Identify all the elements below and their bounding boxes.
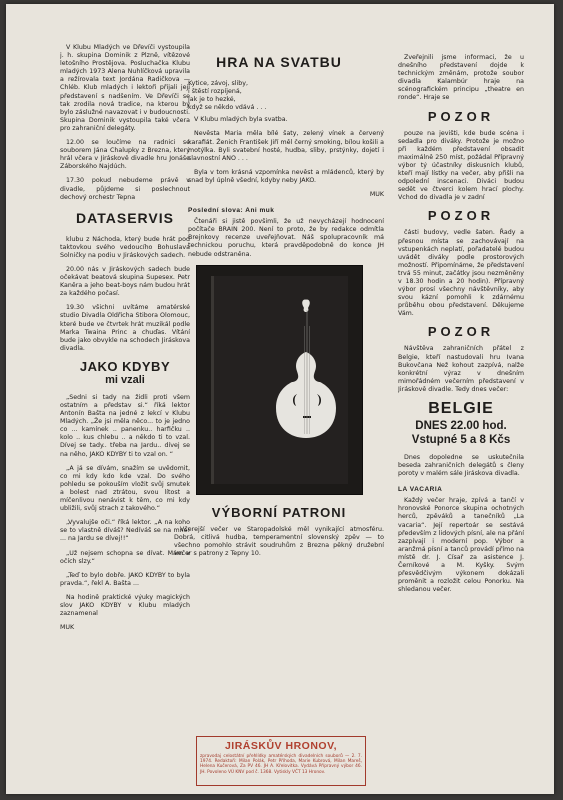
pozor-heading: POZOR [427, 324, 495, 340]
patroni-heading: VÝBORNÍ PATRONI [211, 504, 347, 520]
dataservis-paragraph: 19.30 všichni uvítáme amatérské studio Divadla Oldřicha Stibora Olomouc, které bude ve čtvrtek hrát muzikál podle Marka Twaina Princ a chuďas. Vítání bude jako obvykle na schodech Jiráskova divadla. [60, 304, 190, 352]
patroni-paragraph: Včerejší večer ve Staropadolské měl vynikající atmosféru. Dobrá, citlivá hudba, temperamentní slovenský zpěv — to všechno pomohlo strávit soudruhům z Brezna pěkný družební večer s patrony z Tepny 10. [174, 525, 384, 557]
masthead-box [196, 736, 366, 786]
jako-paragraph: Na hodině praktické výuky magických slov JAKO KDYBY v Klubu mladých zaznamenal [60, 593, 190, 618]
violin-photo [196, 265, 363, 495]
last-words-paragraph: Čtenáři si jistě povšimli, že už nevycházejí hodnocení počítače BRAIN 200. Není to proto, že by redakce odmítla Brejnkovy recenze uveřejňovat. Náš spolupracovník má technickou poruchu, která pravděpodobně do konce JH nebude odstraněna. [188, 218, 384, 258]
poem-line: jak je to hezké, [188, 96, 236, 104]
intro-paragraph: V Klubu Mladých ve Dřevíči vystoupila j. h. skupina Dominik z Plzně, vítězové letošního Prostějova. Posluchačka Klubu mladých 1973 Alena Nuhlíčková upravila a režírovala text Jordána Radičkova — Chléb. Klub mladých i lektoři přijali její představení s nadšením. Ve Dřevíči se tak zrodila nová tradice, na kterou by bylo záslužné navazovat i v budoucnosti. Skupina Dominik vystoupila také včera pro zahraniční delegáty. [60, 44, 190, 132]
dataservis-paragraph: klubu z Náchoda, který bude hrát pod taktovkou svého vedoucího Bohuslava Solničky na podiu v Jiráskových sadech. [60, 235, 190, 259]
jako-paragraph: „Vyvalujše oči.“ říká lektor. „A na koho se to vlastně díváš? Nedíváš se na mne! ... na Jardu se dívej!!“ [60, 519, 190, 543]
masthead-text: zpravodaj celostátní přehlídky amatérských divadelních souborů — 2. 7. 1974. Redaktoři: Milan Polák, Petr Příhoda, Marie Kubrová, Milan Mareš, Helena Kučerová, Za PV 46. JH A. Křelovitka. Vydává Přípravný výbor 46. JH. Povoleno VÚ KNV pod č. 1368. Vytiskly VČT 13 Hronov. [200, 754, 362, 775]
hra-paragraph: V Klubu mladých byla svatba. [194, 116, 288, 124]
ticket-price: Vstupné 5 a 8 Kčs [411, 434, 511, 446]
pozor-paragraph: části budovy, vedle šaten. Řady a přesnou místa se zachovávají na vstupenkách neplatí, pořadatelé budou uvádět diváky podle prostorových možností. Připomínáme, že představení trvá 55 minut, začátky jsou nezměněny v 18.30 hodin a 20 hodin). Přípravný výbor prosí všechny návštěvníky, aby svou kázní pomohli k zdárnému průběhu obou představení. Děkujeme Vám. [398, 229, 524, 318]
hra-body [174, 116, 384, 258]
jako-paragraph: „Sedni si tady na židli proti všem ostatním a představ si.“ říká lektor Antonín Bašta na jedné z lekcí v Klubu Mladých. „Že jsi měla něco... to je jedno co ... kamínek .. panenku.. harfičku .. kolo .. kus chlebu .. a někdo ti to vzal. Dívej se tady.. třeba na Jardu.. dívej se na něho, JAKO KDYBY ti to vzal on. “ [60, 393, 190, 458]
jako-paragraph: „Teď to bylo dobře. JAKO KDYBY to byla pravda.“, řekl A. Bašta ... [60, 571, 190, 587]
jako-paragraph: „A já se dívám, snažím se uvědomit, co mi kdy kdo kde vzal. Do svého pohledu se pokouším vložit svůj smutek a bolest nad ztrátou, svou lítost a míčenlivou nenávist k těm, co mi kdy ubližili, svůj strach z takového.“ [60, 464, 190, 513]
masthead-title: JIRÁSKŮV HRONOV, [224, 740, 338, 752]
poem [174, 80, 384, 112]
column-left [60, 44, 190, 774]
dataservis-paragraph: 20.00 nás v Jiráskových sadech bude očekávat beatová skupina Supesex. Petr Kaněra a jeho beat-boys nám budou hrát za každého počasí. [60, 265, 190, 298]
pozor-heading: POZOR [427, 108, 495, 124]
hra-paragraph: Nevěsta Maria měla bílé šaty, zelený vínek a červený karafiát. Ženich František Jiří měl černý smoking, bílou košili a motýlka. Byli svatební hosté, hudba, sliby, prstýnky, dojetí i slavnostní ANO . . . [188, 130, 384, 162]
jako-kdyby-subheading: mi vzali [105, 373, 145, 386]
author-signature: MUK [369, 191, 384, 199]
la-vacaria-heading: LA VACARIA [398, 486, 443, 494]
belgie-heading: BELGIE [428, 400, 494, 417]
intro-paragraph: 17.30 pokud nebudeme právě v divadle, půjdeme si poslechnout dechový orchestr Tepna [60, 177, 190, 201]
pozor-paragraph: Návštěva zahraničních přátel z Belgie, kteří nastudovali hru Ivana Bukovčana Než kohout zazpívá, nalže konkrétní výraz v dnešním mimořádném večerním představení v Jiráskově divadle. Tedy dnes večer: [398, 345, 524, 393]
poem-line: Kytice, závoj, sliby, [188, 80, 248, 87]
la-vacaria-paragraph: Každý večer hraje, zpívá a tančí v hronovské Ponorce skupina ochotných herců, zpěváků a tanečníků „La vacaria“. Její repertoár se sestává především z lidových písní, ale na přání zazpívají i moderní pop. Výbor a aranžmá písní a tanců provádí přímo na místě dr. J. Císař za asistence J. Černíkové a M. Kyšky. Svým přesvědčivým výkonem dokázali proměnit a rozložit celou Ponorku. Na shledanou večer. [398, 497, 524, 594]
poem-line: i štěstí rozpíjená, [188, 88, 242, 96]
beseda-paragraph: Dnes dopoledne se uskutečnila beseda zahraničních delegátů s členy poroty v malém sále Jiráskova divadla. [398, 454, 524, 478]
violin-icon [197, 266, 362, 494]
hra-paragraph: Byla v tom krásná vzpomínka nevěst a mládenců, který by snad byl úplně všední, kdyby neby JAKO. [188, 168, 384, 184]
pozor-paragraph: pouze na jevišti, kde bude scéna i sedadla pro diváky. Protože je možno při každém představení obsadit maximálně 250 míst, požádal Přípravný výbor tý účastníky diskusních klubů, kteří mají lístky na večer, aby přišli na odpolední inscenaci. Diváci budou sedět ve čtverci kolem hrací plochy. Vchod do divadla je v zadní [398, 129, 524, 202]
intro-paragraph: Zveřejnili jsme informaci, že u dnešního představení dojde k technickým změnám, protože soubor divadla Kalambúr hraje na scénografickém principu „theatre en ronde“. Hraje se [398, 54, 524, 102]
hra-na-svatbu-heading: HRA NA SVATBU [216, 54, 342, 70]
poem-line: když se někdo vdává . . . [188, 104, 267, 112]
jako-paragraph: „Už nejsem schopna se dívat. Mám v očích slzy.“ [60, 549, 190, 565]
jako-kdyby-heading: JAKO KDYBY [79, 358, 171, 374]
column-center [174, 54, 384, 774]
last-words-heading: Poslední slova: Ani muk [188, 207, 275, 215]
intro-paragraph: 12.00 se loučíme na radnici se souborem Jána Chalupky z Brezna, který hrál včera v Jiráskově divadle hru Jonáše Záborského Najdúch. [60, 139, 190, 171]
column-right [398, 54, 524, 774]
pozor-heading: POZOR [427, 208, 495, 224]
dataservis-heading: DATASERVIS [76, 209, 174, 226]
author-signature: MUK [60, 624, 75, 632]
show-time: DNES 22.00 hod. [415, 420, 507, 432]
newspaper-page [6, 4, 554, 794]
